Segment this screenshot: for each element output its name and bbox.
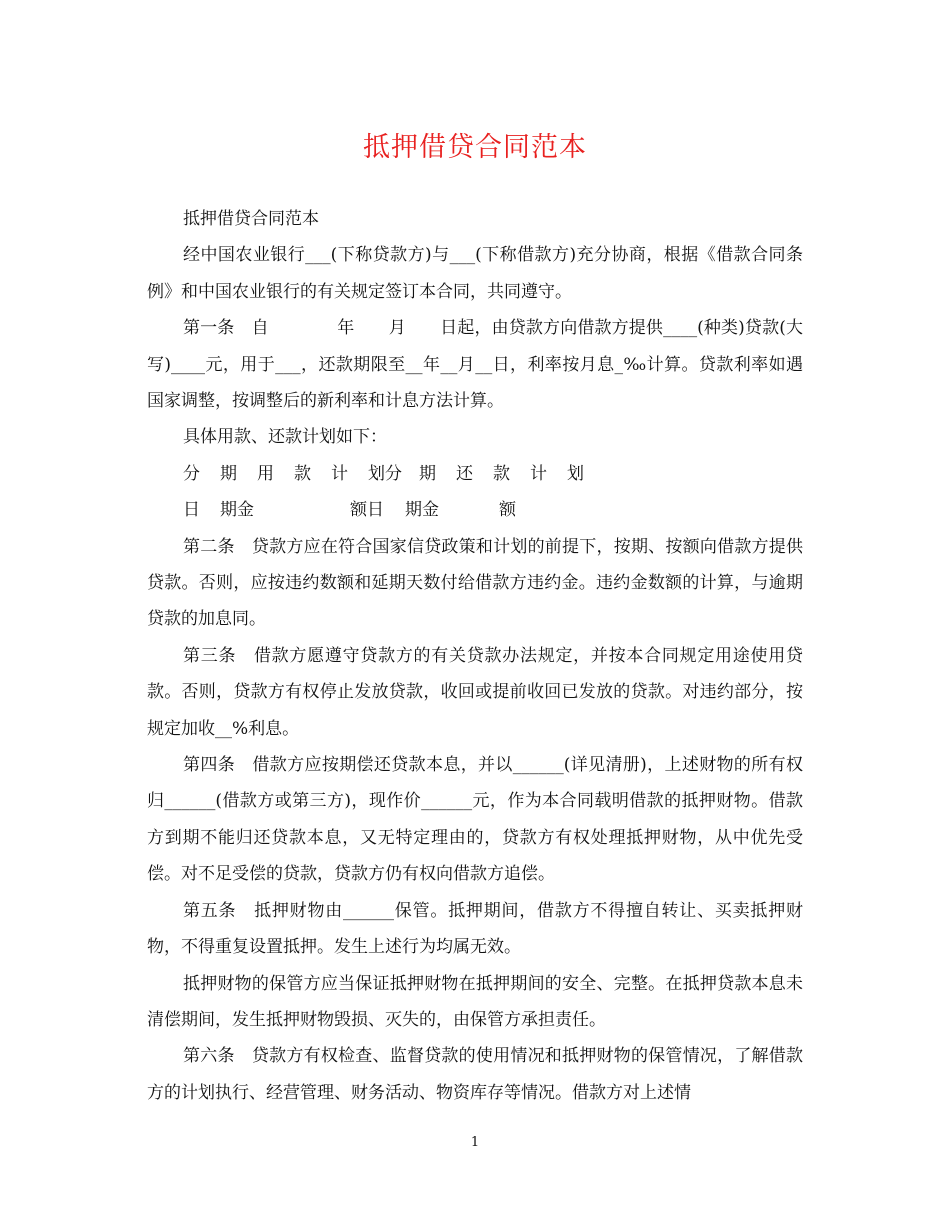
plan-cell: 期金 bbox=[405, 500, 439, 521]
plan-cell: 日 bbox=[183, 500, 200, 521]
paragraph-article-6: 第六条 贷款方有权检查、监督贷款的使用情况和抵押财物的保管情况，了解借款方的计划执行、经营管理、财务活动、物资库存等情况。借款方对上述情 bbox=[147, 1046, 803, 1103]
plan-cell: 额日 bbox=[350, 500, 384, 521]
plan-cell: 期 bbox=[220, 463, 237, 484]
paragraph-plan-intro: 具体用款、还款计划如下： bbox=[183, 427, 387, 448]
paragraph-article-1: 第一条 自 年 月 日起，由贷款方向借款方提供____(种类)贷款(大写)____元，用于___，还款期限至__年__月__日，利率按月息_‰计算。贷款利率如遇国家调整，按调整后的新利率和计息方法计算。 bbox=[147, 318, 803, 412]
document-title: 抵押借贷合同范本 bbox=[363, 132, 587, 163]
paragraph-custody: 抵押财物的保管方应当保证抵押财物在抵押期间的安全、完整。在抵押贷款本息未清偿期间，发生抵押财物毁损、灭失的，由保管方承担责任。 bbox=[147, 973, 803, 1030]
plan-table-header-row bbox=[183, 456, 803, 492]
plan-cell: 还 bbox=[456, 463, 473, 484]
paragraph-article-5: 第五条 抵押财物由______保管。抵押期间，借款方不得擅自转让、买卖抵押财物，不得重复设置抵押。发生上述行为均属无效。 bbox=[147, 900, 803, 958]
plan-cell: 计 bbox=[331, 463, 348, 484]
plan-cell: 款 bbox=[294, 463, 311, 484]
plan-cell: 划 bbox=[567, 463, 584, 484]
document-body bbox=[147, 201, 803, 1111]
plan-cell: 期金 bbox=[220, 500, 254, 521]
plan-table-subheader-row bbox=[183, 492, 803, 528]
plan-cell: 款 bbox=[493, 463, 510, 484]
plan-cell: 期 bbox=[419, 463, 436, 484]
plan-cell: 划分 bbox=[368, 463, 402, 484]
paragraph-subtitle: 抵押借贷合同范本 bbox=[183, 209, 319, 229]
plan-cell: 用 bbox=[257, 463, 274, 484]
plan-cell: 分 bbox=[183, 463, 200, 484]
plan-cell: 计 bbox=[530, 463, 547, 484]
paragraph-article-4: 第四条 借款方应按期偿还贷款本息，并以______(详见清册)，上述财物的所有权归______(借款方或第三方)，现作价______元，作为本合同载明借款的抵押财物。借款方到期不能归还贷款本息，又无特定理由的，贷款方有权处理抵押财物，从中优先受偿。对不足受偿的贷款，贷款方仍有权向借款方追偿。 bbox=[147, 755, 803, 885]
paragraph-article-2: 第二条 贷款方应在符合国家信贷政策和计划的前提下，按期、按额向借款方提供贷款。否则，应按违约数额和延期天数付给借款方违约金。违约金数额的计算，与逾期贷款的加息同。 bbox=[147, 536, 803, 630]
plan-cell: 额 bbox=[499, 500, 516, 521]
paragraph-intro: 经中国农业银行___(下称贷款方)与___(下称借款方)充分协商，根据《借款合同条例》和中国农业银行的有关规定签订本合同，共同遵守。 bbox=[147, 245, 803, 302]
paragraph-article-3: 第三条 借款方愿遵守贷款方的有关贷款办法规定，并按本合同规定用途使用贷款。否则，贷款方有权停止发放贷款，收回或提前收回已发放的贷款。对违约部分，按规定加收__%利息。 bbox=[147, 645, 803, 739]
page-number: 1 bbox=[470, 1135, 480, 1150]
